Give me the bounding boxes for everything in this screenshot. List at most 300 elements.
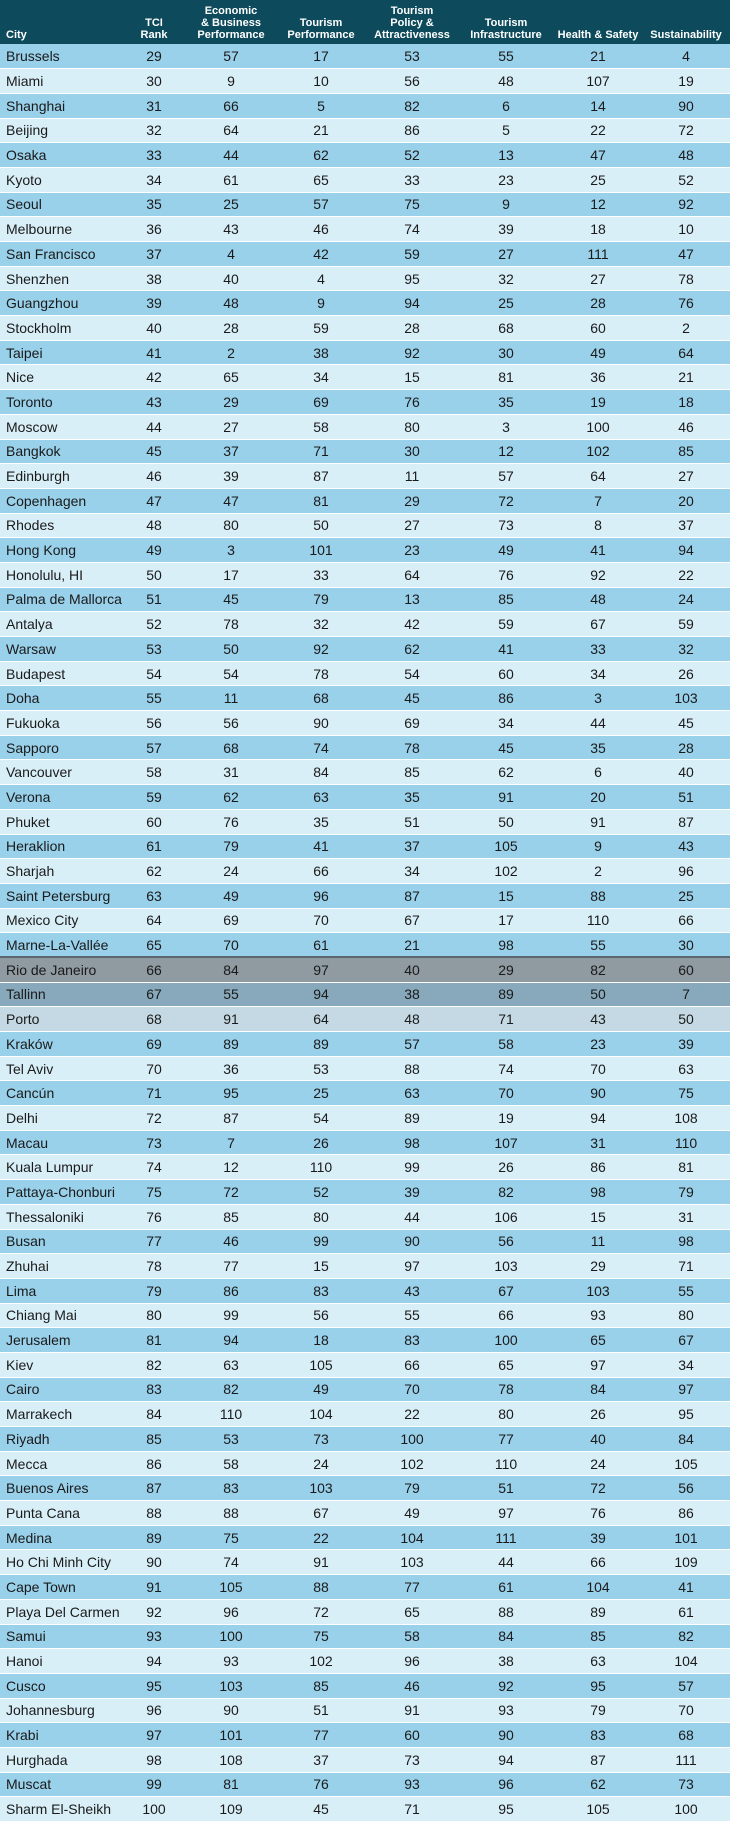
tci-rank-cell: 43 xyxy=(122,390,186,415)
economic-business-cell: 48 xyxy=(186,291,276,316)
tourism-infrastructure-cell: 88 xyxy=(458,1599,554,1624)
economic-business-cell: 29 xyxy=(186,390,276,415)
tourism-policy-cell: 74 xyxy=(366,217,458,242)
tci-rank-cell: 93 xyxy=(122,1624,186,1649)
table-row xyxy=(0,242,730,267)
tourism-performance-cell: 65 xyxy=(276,167,366,192)
tourism-policy-cell: 23 xyxy=(366,538,458,563)
tci-rank-cell: 83 xyxy=(122,1377,186,1402)
tci-rank-cell: 38 xyxy=(122,266,186,291)
economic-business-cell: 11 xyxy=(186,686,276,711)
tourism-policy-cell: 70 xyxy=(366,1377,458,1402)
economic-business-cell: 105 xyxy=(186,1575,276,1600)
tourism-infrastructure-cell: 82 xyxy=(458,1180,554,1205)
table-row xyxy=(0,340,730,365)
health-safety-cell: 6 xyxy=(554,760,642,785)
tci-rank-cell: 81 xyxy=(122,1328,186,1353)
economic-business-cell: 72 xyxy=(186,1180,276,1205)
sustainability-cell: 67 xyxy=(642,1328,730,1353)
sustainability-cell: 30 xyxy=(642,933,730,958)
table-row xyxy=(0,957,730,982)
col-header-city: City xyxy=(0,0,122,44)
tci-rank-cell: 56 xyxy=(122,711,186,736)
tourism-performance-cell: 96 xyxy=(276,883,366,908)
economic-business-cell: 49 xyxy=(186,883,276,908)
tourism-performance-cell: 17 xyxy=(276,44,366,69)
sustainability-cell: 90 xyxy=(642,93,730,118)
tci-rank-cell: 90 xyxy=(122,1550,186,1575)
city-cell: Porto xyxy=(0,1007,122,1032)
tourism-performance-cell: 74 xyxy=(276,735,366,760)
tourism-infrastructure-cell: 97 xyxy=(458,1501,554,1526)
sustainability-cell: 104 xyxy=(642,1649,730,1674)
economic-business-cell: 54 xyxy=(186,661,276,686)
health-safety-cell: 25 xyxy=(554,167,642,192)
economic-business-cell: 70 xyxy=(186,933,276,958)
sustainability-cell: 19 xyxy=(642,69,730,94)
city-cell: Buenos Aires xyxy=(0,1476,122,1501)
sustainability-cell: 64 xyxy=(642,340,730,365)
tourism-performance-cell: 101 xyxy=(276,538,366,563)
table-row xyxy=(0,859,730,884)
table-row xyxy=(0,291,730,316)
tourism-policy-cell: 103 xyxy=(366,1550,458,1575)
tourism-policy-cell: 54 xyxy=(366,661,458,686)
tci-rank-cell: 37 xyxy=(122,242,186,267)
table-row xyxy=(0,1649,730,1674)
tci-rank-cell: 39 xyxy=(122,291,186,316)
city-cell: Lima xyxy=(0,1278,122,1303)
tourism-performance-cell: 71 xyxy=(276,439,366,464)
sustainability-cell: 81 xyxy=(642,1155,730,1180)
economic-business-cell: 61 xyxy=(186,167,276,192)
sustainability-cell: 10 xyxy=(642,217,730,242)
tourism-infrastructure-cell: 19 xyxy=(458,1106,554,1131)
city-cell: Heraklion xyxy=(0,834,122,859)
city-cell: Cancún xyxy=(0,1081,122,1106)
economic-business-cell: 101 xyxy=(186,1723,276,1748)
tourism-infrastructure-cell: 5 xyxy=(458,118,554,143)
health-safety-cell: 15 xyxy=(554,1204,642,1229)
economic-business-cell: 93 xyxy=(186,1649,276,1674)
tci-rank-cell: 55 xyxy=(122,686,186,711)
tourism-policy-cell: 33 xyxy=(366,167,458,192)
tci-rank-cell: 79 xyxy=(122,1278,186,1303)
tci-rank-cell: 68 xyxy=(122,1007,186,1032)
economic-business-cell: 43 xyxy=(186,217,276,242)
tourism-infrastructure-cell: 100 xyxy=(458,1328,554,1353)
table-row xyxy=(0,686,730,711)
tourism-performance-cell: 110 xyxy=(276,1155,366,1180)
sustainability-cell: 108 xyxy=(642,1106,730,1131)
sustainability-cell: 21 xyxy=(642,365,730,390)
tourism-policy-cell: 38 xyxy=(366,982,458,1007)
economic-business-cell: 109 xyxy=(186,1797,276,1822)
city-cell: Macau xyxy=(0,1130,122,1155)
table-row xyxy=(0,143,730,168)
table-row xyxy=(0,488,730,513)
sustainability-cell: 85 xyxy=(642,439,730,464)
economic-business-cell: 82 xyxy=(186,1377,276,1402)
city-cell: Doha xyxy=(0,686,122,711)
tci-rank-cell: 71 xyxy=(122,1081,186,1106)
table-row xyxy=(0,1476,730,1501)
tourism-performance-cell: 37 xyxy=(276,1747,366,1772)
table-row xyxy=(0,1328,730,1353)
table-row xyxy=(0,1525,730,1550)
tourism-policy-cell: 39 xyxy=(366,1180,458,1205)
economic-business-cell: 65 xyxy=(186,365,276,390)
economic-business-cell: 86 xyxy=(186,1278,276,1303)
health-safety-cell: 33 xyxy=(554,637,642,662)
table-row xyxy=(0,192,730,217)
tourism-infrastructure-cell: 45 xyxy=(458,735,554,760)
city-cell: Hong Kong xyxy=(0,538,122,563)
tci-rank-cell: 54 xyxy=(122,661,186,686)
tourism-infrastructure-cell: 12 xyxy=(458,439,554,464)
col-header-tourism-policy: Tourism Policy & Attractiveness xyxy=(366,0,458,44)
economic-business-cell: 91 xyxy=(186,1007,276,1032)
health-safety-cell: 87 xyxy=(554,1747,642,1772)
tourism-performance-cell: 76 xyxy=(276,1772,366,1797)
tourism-performance-cell: 83 xyxy=(276,1278,366,1303)
health-safety-cell: 95 xyxy=(554,1673,642,1698)
sustainability-cell: 101 xyxy=(642,1525,730,1550)
table-row xyxy=(0,1130,730,1155)
sustainability-cell: 87 xyxy=(642,809,730,834)
table-row xyxy=(0,809,730,834)
tourism-infrastructure-cell: 6 xyxy=(458,93,554,118)
city-cell: Marrakech xyxy=(0,1402,122,1427)
city-cell: San Francisco xyxy=(0,242,122,267)
tourism-policy-cell: 73 xyxy=(366,1747,458,1772)
sustainability-cell: 25 xyxy=(642,883,730,908)
table-row xyxy=(0,217,730,242)
health-safety-cell: 89 xyxy=(554,1599,642,1624)
city-cell: Miami xyxy=(0,69,122,94)
tci-rank-cell: 44 xyxy=(122,414,186,439)
tourism-performance-cell: 78 xyxy=(276,661,366,686)
city-cell: Taipei xyxy=(0,340,122,365)
economic-business-cell: 76 xyxy=(186,809,276,834)
table-row xyxy=(0,908,730,933)
city-cell: Riyadh xyxy=(0,1427,122,1452)
table-row xyxy=(0,1180,730,1205)
sustainability-cell: 68 xyxy=(642,1723,730,1748)
tourism-infrastructure-cell: 38 xyxy=(458,1649,554,1674)
economic-business-cell: 27 xyxy=(186,414,276,439)
tourism-infrastructure-cell: 39 xyxy=(458,217,554,242)
economic-business-cell: 50 xyxy=(186,637,276,662)
tourism-infrastructure-cell: 57 xyxy=(458,464,554,489)
city-cell: Chiang Mai xyxy=(0,1303,122,1328)
city-cell: Shenzhen xyxy=(0,266,122,291)
economic-business-cell: 37 xyxy=(186,439,276,464)
sustainability-cell: 37 xyxy=(642,513,730,538)
tourism-performance-cell: 38 xyxy=(276,340,366,365)
economic-business-cell: 95 xyxy=(186,1081,276,1106)
tourism-performance-cell: 81 xyxy=(276,488,366,513)
tourism-policy-cell: 90 xyxy=(366,1229,458,1254)
city-cell: Nice xyxy=(0,365,122,390)
tci-rank-cell: 62 xyxy=(122,859,186,884)
tourism-performance-cell: 4 xyxy=(276,266,366,291)
tourism-infrastructure-cell: 17 xyxy=(458,908,554,933)
tourism-infrastructure-cell: 23 xyxy=(458,167,554,192)
sustainability-cell: 7 xyxy=(642,982,730,1007)
sustainability-cell: 39 xyxy=(642,1032,730,1057)
tourism-infrastructure-cell: 106 xyxy=(458,1204,554,1229)
health-safety-cell: 49 xyxy=(554,340,642,365)
city-cell: Guangzhou xyxy=(0,291,122,316)
tourism-performance-cell: 94 xyxy=(276,982,366,1007)
tci-rank-cell: 95 xyxy=(122,1673,186,1698)
table-row xyxy=(0,735,730,760)
tourism-performance-cell: 62 xyxy=(276,143,366,168)
col-header-sustainability: Sustainability xyxy=(642,0,730,44)
sustainability-cell: 22 xyxy=(642,562,730,587)
table-row xyxy=(0,562,730,587)
sustainability-cell: 57 xyxy=(642,1673,730,1698)
tourism-policy-cell: 22 xyxy=(366,1402,458,1427)
health-safety-cell: 94 xyxy=(554,1106,642,1131)
sustainability-cell: 4 xyxy=(642,44,730,69)
tourism-performance-cell: 52 xyxy=(276,1180,366,1205)
economic-business-cell: 99 xyxy=(186,1303,276,1328)
tourism-performance-cell: 34 xyxy=(276,365,366,390)
tourism-performance-cell: 92 xyxy=(276,637,366,662)
tci-rank-cell: 75 xyxy=(122,1180,186,1205)
table-row xyxy=(0,1106,730,1131)
city-cell: Sharm El-Sheikh xyxy=(0,1797,122,1822)
economic-business-cell: 3 xyxy=(186,538,276,563)
tourism-infrastructure-cell: 98 xyxy=(458,933,554,958)
tci-rank-cell: 91 xyxy=(122,1575,186,1600)
tourism-policy-cell: 65 xyxy=(366,1599,458,1624)
economic-business-cell: 100 xyxy=(186,1624,276,1649)
sustainability-cell: 73 xyxy=(642,1772,730,1797)
tci-rank-cell: 78 xyxy=(122,1254,186,1279)
economic-business-cell: 39 xyxy=(186,464,276,489)
health-safety-cell: 8 xyxy=(554,513,642,538)
table-row xyxy=(0,1599,730,1624)
tourism-policy-cell: 34 xyxy=(366,859,458,884)
economic-business-cell: 36 xyxy=(186,1056,276,1081)
city-cell: Rhodes xyxy=(0,513,122,538)
table-row xyxy=(0,538,730,563)
table-row xyxy=(0,661,730,686)
health-safety-cell: 62 xyxy=(554,1772,642,1797)
sustainability-cell: 111 xyxy=(642,1747,730,1772)
health-safety-cell: 93 xyxy=(554,1303,642,1328)
tourism-policy-cell: 60 xyxy=(366,1723,458,1748)
tourism-policy-cell: 83 xyxy=(366,1328,458,1353)
city-cell: Muscat xyxy=(0,1772,122,1797)
tourism-policy-cell: 69 xyxy=(366,711,458,736)
health-safety-cell: 60 xyxy=(554,316,642,341)
tourism-infrastructure-cell: 55 xyxy=(458,44,554,69)
city-cell: Playa Del Carmen xyxy=(0,1599,122,1624)
tourism-performance-cell: 103 xyxy=(276,1476,366,1501)
tourism-infrastructure-cell: 44 xyxy=(458,1550,554,1575)
tourism-policy-cell: 76 xyxy=(366,390,458,415)
tourism-performance-cell: 42 xyxy=(276,242,366,267)
economic-business-cell: 69 xyxy=(186,908,276,933)
table-row xyxy=(0,1204,730,1229)
city-cell: Verona xyxy=(0,785,122,810)
economic-business-cell: 55 xyxy=(186,982,276,1007)
table-row xyxy=(0,711,730,736)
tourism-policy-cell: 15 xyxy=(366,365,458,390)
tourism-policy-cell: 88 xyxy=(366,1056,458,1081)
city-cell: Vancouver xyxy=(0,760,122,785)
sustainability-cell: 103 xyxy=(642,686,730,711)
tourism-infrastructure-cell: 110 xyxy=(458,1451,554,1476)
tourism-infrastructure-cell: 32 xyxy=(458,266,554,291)
economic-business-cell: 45 xyxy=(186,587,276,612)
tci-rank-cell: 41 xyxy=(122,340,186,365)
tourism-performance-cell: 89 xyxy=(276,1032,366,1057)
health-safety-cell: 2 xyxy=(554,859,642,884)
sustainability-cell: 56 xyxy=(642,1476,730,1501)
sustainability-cell: 86 xyxy=(642,1501,730,1526)
health-safety-cell: 64 xyxy=(554,464,642,489)
sustainability-cell: 95 xyxy=(642,1402,730,1427)
economic-business-cell: 53 xyxy=(186,1427,276,1452)
tourism-infrastructure-cell: 48 xyxy=(458,69,554,94)
tci-rank-cell: 46 xyxy=(122,464,186,489)
tourism-infrastructure-cell: 13 xyxy=(458,143,554,168)
city-cell: Hanoi xyxy=(0,1649,122,1674)
tourism-policy-cell: 53 xyxy=(366,44,458,69)
col-header-tourism-performance: Tourism Performance xyxy=(276,0,366,44)
table-row xyxy=(0,1698,730,1723)
economic-business-cell: 28 xyxy=(186,316,276,341)
tourism-policy-cell: 80 xyxy=(366,414,458,439)
table-row xyxy=(0,44,730,69)
economic-business-cell: 108 xyxy=(186,1747,276,1772)
tourism-performance-cell: 97 xyxy=(276,957,366,982)
sustainability-cell: 40 xyxy=(642,760,730,785)
health-safety-cell: 86 xyxy=(554,1155,642,1180)
health-safety-cell: 65 xyxy=(554,1328,642,1353)
tci-rank-cell: 35 xyxy=(122,192,186,217)
city-cell: Pattaya-Chonburi xyxy=(0,1180,122,1205)
tci-rank-cell: 60 xyxy=(122,809,186,834)
tourism-policy-cell: 99 xyxy=(366,1155,458,1180)
sustainability-cell: 31 xyxy=(642,1204,730,1229)
tourism-policy-cell: 97 xyxy=(366,1254,458,1279)
sustainability-cell: 96 xyxy=(642,859,730,884)
health-safety-cell: 23 xyxy=(554,1032,642,1057)
city-cell: Thessaloniki xyxy=(0,1204,122,1229)
tourism-performance-cell: 84 xyxy=(276,760,366,785)
col-header-tourism-infrastructure: Tourism Infrastructure xyxy=(458,0,554,44)
health-safety-cell: 34 xyxy=(554,661,642,686)
sustainability-cell: 110 xyxy=(642,1130,730,1155)
health-safety-cell: 24 xyxy=(554,1451,642,1476)
health-safety-cell: 31 xyxy=(554,1130,642,1155)
health-safety-cell: 91 xyxy=(554,809,642,834)
tourism-policy-cell: 42 xyxy=(366,612,458,637)
tourism-policy-cell: 57 xyxy=(366,1032,458,1057)
tourism-infrastructure-cell: 91 xyxy=(458,785,554,810)
sustainability-cell: 45 xyxy=(642,711,730,736)
tci-rank-cell: 52 xyxy=(122,612,186,637)
tci-rank-cell: 98 xyxy=(122,1747,186,1772)
tci-rank-cell: 32 xyxy=(122,118,186,143)
table-row xyxy=(0,1427,730,1452)
tourism-infrastructure-cell: 72 xyxy=(458,488,554,513)
tourism-policy-cell: 21 xyxy=(366,933,458,958)
tci-rank-cell: 29 xyxy=(122,44,186,69)
tourism-performance-cell: 104 xyxy=(276,1402,366,1427)
tci-rank-cell: 72 xyxy=(122,1106,186,1131)
tourism-performance-cell: 90 xyxy=(276,711,366,736)
city-cell: Bangkok xyxy=(0,439,122,464)
tourism-infrastructure-cell: 70 xyxy=(458,1081,554,1106)
economic-business-cell: 40 xyxy=(186,266,276,291)
tourism-infrastructure-cell: 103 xyxy=(458,1254,554,1279)
tourism-performance-cell: 53 xyxy=(276,1056,366,1081)
tourism-infrastructure-cell: 30 xyxy=(458,340,554,365)
tci-rank-cell: 69 xyxy=(122,1032,186,1057)
city-cell: Fukuoka xyxy=(0,711,122,736)
sustainability-cell: 60 xyxy=(642,957,730,982)
sustainability-cell: 48 xyxy=(642,143,730,168)
tci-rank-cell: 57 xyxy=(122,735,186,760)
city-cell: Warsaw xyxy=(0,637,122,662)
tourism-policy-cell: 28 xyxy=(366,316,458,341)
tourism-policy-cell: 91 xyxy=(366,1698,458,1723)
tci-rank-cell: 49 xyxy=(122,538,186,563)
economic-business-cell: 31 xyxy=(186,760,276,785)
tourism-policy-cell: 104 xyxy=(366,1525,458,1550)
col-header-economic-business: Economic & Business Performance xyxy=(186,0,276,44)
city-cell: Krabi xyxy=(0,1723,122,1748)
city-cell: Moscow xyxy=(0,414,122,439)
tci-rank-cell: 87 xyxy=(122,1476,186,1501)
tci-rank-cell: 67 xyxy=(122,982,186,1007)
tourism-infrastructure-cell: 105 xyxy=(458,834,554,859)
tourism-performance-cell: 87 xyxy=(276,464,366,489)
economic-business-cell: 2 xyxy=(186,340,276,365)
tourism-performance-cell: 58 xyxy=(276,414,366,439)
tci-rank-cell: 33 xyxy=(122,143,186,168)
table-row xyxy=(0,1575,730,1600)
tourism-policy-cell: 66 xyxy=(366,1352,458,1377)
health-safety-cell: 111 xyxy=(554,242,642,267)
city-cell: Sapporo xyxy=(0,735,122,760)
health-safety-cell: 36 xyxy=(554,365,642,390)
health-safety-cell: 22 xyxy=(554,118,642,143)
tourism-policy-cell: 49 xyxy=(366,1501,458,1526)
tourism-performance-cell: 54 xyxy=(276,1106,366,1131)
health-safety-cell: 39 xyxy=(554,1525,642,1550)
tourism-infrastructure-cell: 27 xyxy=(458,242,554,267)
city-cell: Edinburgh xyxy=(0,464,122,489)
economic-business-cell: 62 xyxy=(186,785,276,810)
tourism-performance-cell: 49 xyxy=(276,1377,366,1402)
city-cell: Jerusalem xyxy=(0,1328,122,1353)
health-safety-cell: 63 xyxy=(554,1649,642,1674)
city-cell: Tel Aviv xyxy=(0,1056,122,1081)
health-safety-cell: 92 xyxy=(554,562,642,587)
sustainability-cell: 34 xyxy=(642,1352,730,1377)
city-cell: Marne-La-Vallée xyxy=(0,933,122,958)
tourism-performance-cell: 67 xyxy=(276,1501,366,1526)
tourism-infrastructure-cell: 102 xyxy=(458,859,554,884)
